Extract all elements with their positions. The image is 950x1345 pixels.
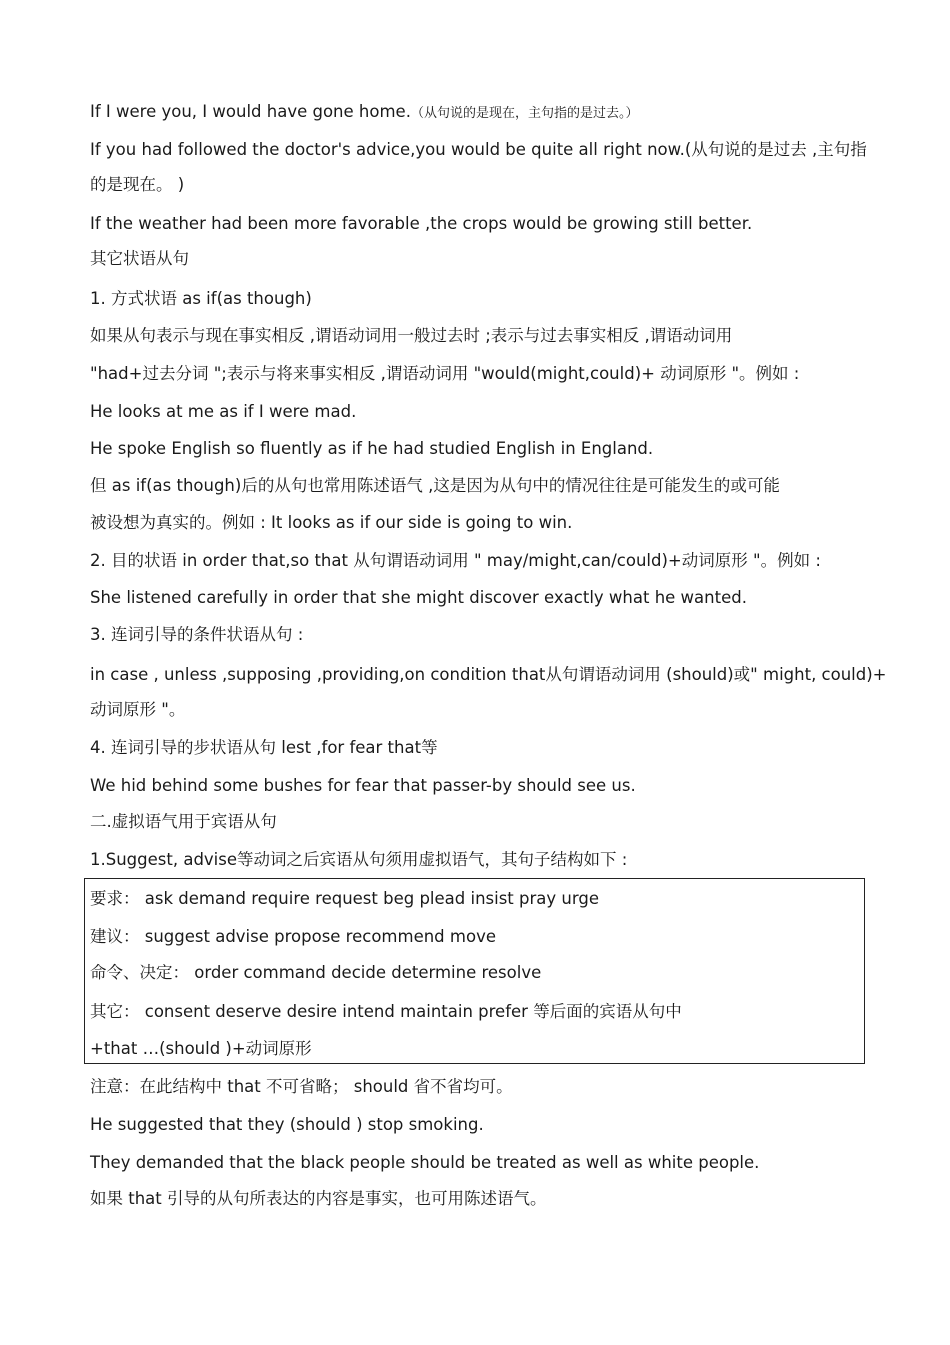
- annotation: （从句说的是现在，主句指的是过去。）: [410, 106, 639, 121]
- text-line: [90, 101, 638, 125]
- text-line: He suggested that they (should ) stop smoking.: [90, 1115, 484, 1134]
- text-line: If the weather had been more favorable ,the crops would be growing still better.: [90, 214, 753, 233]
- text-line: He spoke English so fluently as if he had studied English in England.: [90, 439, 654, 458]
- section-heading: 其它状语从句: [90, 249, 189, 268]
- text-line: He looks at me as if I were mad.: [90, 402, 357, 421]
- text-line: in case , unless ,supposing ,providing,on condition that从句谓语动词用 (should)或" might, could)+: [90, 665, 887, 684]
- example-sentence: If I were you, I would have gone home.: [90, 102, 411, 121]
- verb-list-box: [84, 878, 865, 1064]
- text-line: 动词原形 "。: [90, 700, 186, 719]
- note-line: 注意：在此结构中 that 不可省略； should 省不省均可。: [90, 1077, 513, 1096]
- text-line: She listened carefully in order that she might discover exactly what he wanted.: [90, 588, 747, 607]
- text-line: We hid behind some bushes for fear that passer-by should see us.: [90, 776, 636, 795]
- text-line: 但 as if(as though)后的从句也常用陈述语气 ,这是因为从句中的情况往往是可能发生的或可能: [90, 476, 780, 495]
- box-line: 命令、决定： order command decide determine resolve: [90, 963, 542, 982]
- text-line: 3. 连词引导的条件状语从句 :: [90, 625, 304, 644]
- box-line: 建议： suggest advise propose recommend move: [90, 927, 496, 946]
- text-line: 的是现在。 ): [90, 175, 185, 194]
- text-line: 4. 连词引导的步状语从句 lest ,for fear that等: [90, 738, 438, 757]
- box-line: +that …(should )+动词原形: [90, 1039, 312, 1058]
- text-line: If you had followed the doctor's advice,you would be quite all right now.(从句说的是过去 ,主句指: [90, 140, 867, 159]
- box-line: 要求： ask demand require request beg plead insist pray urge: [90, 889, 599, 908]
- text-line: "had+过去分词 ";表示与将来事实相反 ,谓语动词用 "would(might,could)+ 动词原形 "。例如 :: [90, 364, 800, 383]
- text-line: 1. 方式状语 as if(as though): [90, 289, 312, 308]
- text-line: 1.Suggest, advise等动词之后宾语从句须用虚拟语气，其句子结构如下 :: [90, 850, 628, 869]
- text-line: 如果 that 引导的从句所表达的内容是事实，也可用陈述语气。: [90, 1189, 547, 1208]
- box-line: 其它： consent deserve desire intend maintain prefer 等后面的宾语从句中: [90, 1002, 682, 1021]
- section-heading: 二.虚拟语气用于宾语从句: [90, 812, 277, 831]
- text-line: 被设想为真实的。例如 : It looks as if our side is going to win.: [90, 513, 573, 532]
- text-line: 2. 目的状语 in order that,so that 从句谓语动词用 " may/might,can/could)+动词原形 "。例如 :: [90, 551, 821, 570]
- text-line: 如果从句表示与现在事实相反 ,谓语动词用一般过去时 ;表示与过去事实相反 ,谓语动词用: [90, 326, 733, 345]
- text-line: They demanded that the black people should be treated as well as white people.: [90, 1153, 760, 1172]
